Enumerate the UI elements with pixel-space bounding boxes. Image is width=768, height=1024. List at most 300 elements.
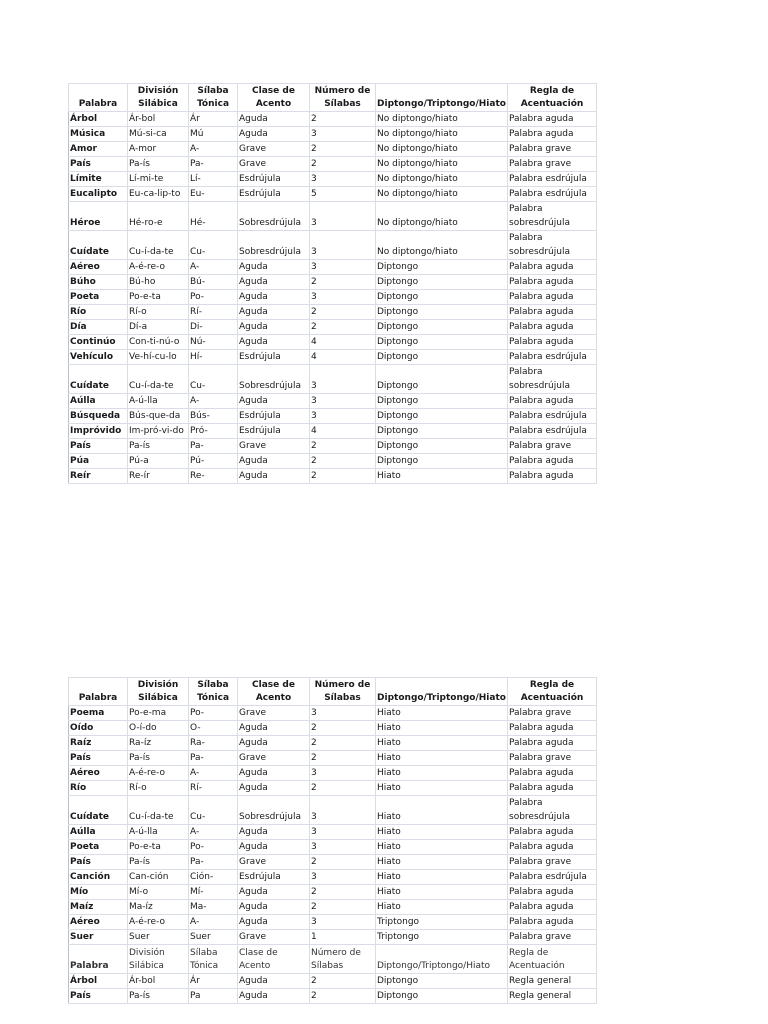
cell-palabra: Límite	[69, 172, 128, 187]
cell-palabra: Aéreo	[69, 915, 128, 930]
table-row	[69, 825, 597, 840]
cell-clase-de-acento: Aguda	[238, 840, 310, 855]
table-row	[69, 736, 597, 751]
cell-numero-de-silabas: 3	[310, 290, 376, 305]
table-row	[69, 112, 597, 127]
subheader-numero-de-silabas: Número de Sílabas	[310, 945, 376, 974]
cell-palabra: Púa	[69, 454, 128, 469]
cell-division-silabica: Po-e-ma	[128, 706, 189, 721]
cell-palabra: Eucalipto	[69, 187, 128, 202]
cell-palabra: Cuídate	[69, 796, 128, 825]
cell-clase-de-acento: Aguda	[238, 469, 310, 484]
cell-regla-de-acentuacion: Palabra aguda	[508, 736, 597, 751]
cell-diptongo-triptongo-hiato: Diptongo	[376, 305, 508, 320]
cell-silaba-tonica: A-	[189, 915, 238, 930]
cell-clase-de-acento: Esdrújula	[238, 424, 310, 439]
cell-division-silabica: Pa-ís	[128, 157, 189, 172]
subheader-regla-de-acentuacion: Regla de Acentuación	[508, 945, 597, 974]
table-row	[69, 915, 597, 930]
cell-diptongo-triptongo-hiato: Diptongo	[376, 335, 508, 350]
cell-palabra: Poeta	[69, 840, 128, 855]
cell-palabra: País	[69, 855, 128, 870]
cell-clase-de-acento: Aguda	[238, 825, 310, 840]
cell-palabra: Impróvido	[69, 424, 128, 439]
cell-division-silabica: Bú-ho	[128, 275, 189, 290]
cell-numero-de-silabas: 3	[310, 706, 376, 721]
cell-regla-de-acentuacion: Palabra esdrújula	[508, 424, 597, 439]
header-regla-de-acentuacion: Regla de Acentuación	[508, 84, 597, 112]
cell-clase-de-acento: Sobresdrújula	[238, 796, 310, 825]
cell-division-silabica: Ve-hí-cu-lo	[128, 350, 189, 365]
cell-numero-de-silabas: 2	[310, 751, 376, 766]
cell-clase-de-acento: Aguda	[238, 305, 310, 320]
subheader-palabra: Palabra	[69, 945, 128, 974]
cell-diptongo-triptongo-hiato: No diptongo/hiato	[376, 187, 508, 202]
cell-clase-de-acento: Aguda	[238, 394, 310, 409]
cell-clase-de-acento: Aguda	[238, 335, 310, 350]
header-diptongo-triptongo-hiato: Diptongo/Triptongo/Hiato	[376, 678, 508, 706]
table-row	[69, 424, 597, 439]
cell-clase-de-acento: Esdrújula	[238, 187, 310, 202]
table-row	[69, 365, 597, 394]
cell-diptongo-triptongo-hiato: Diptongo	[376, 365, 508, 394]
cell-diptongo-triptongo-hiato: Hiato	[376, 706, 508, 721]
cell-division-silabica: A-é-re-o	[128, 766, 189, 781]
cell-palabra: País	[69, 989, 128, 1004]
cell-numero-de-silabas: 3	[310, 394, 376, 409]
cell-numero-de-silabas: 5	[310, 187, 376, 202]
table-row	[69, 439, 597, 454]
cell-diptongo-triptongo-hiato: Diptongo	[376, 290, 508, 305]
cell-diptongo-triptongo-hiato: Diptongo	[376, 350, 508, 365]
table-row	[69, 706, 597, 721]
cell-regla-de-acentuacion: Palabra aguda	[508, 305, 597, 320]
cell-regla-de-acentuacion: Palabra aguda	[508, 469, 597, 484]
cell-regla-de-acentuacion: Palabra aguda	[508, 781, 597, 796]
table-row	[69, 766, 597, 781]
cell-clase-de-acento: Aguda	[238, 721, 310, 736]
cell-regla-de-acentuacion: Palabra sobresdrújula	[508, 365, 597, 394]
cell-regla-de-acentuacion: Palabra sobresdrújula	[508, 796, 597, 825]
cell-clase-de-acento: Aguda	[238, 275, 310, 290]
cell-diptongo-triptongo-hiato: Hiato	[376, 885, 508, 900]
header-numero-de-silabas: Número de Sílabas	[310, 678, 376, 706]
table-row	[69, 721, 597, 736]
cell-division-silabica: Rí-o	[128, 305, 189, 320]
cell-division-silabica: O-í-do	[128, 721, 189, 736]
table-row	[69, 260, 597, 275]
cell-silaba-tonica: Cu-	[189, 231, 238, 260]
cell-division-silabica: Cu-í-da-te	[128, 231, 189, 260]
cell-regla-de-acentuacion: Palabra grave	[508, 439, 597, 454]
header-clase-de-acento: Clase de Acento	[238, 678, 310, 706]
table-row	[69, 127, 597, 142]
cell-clase-de-acento: Esdrújula	[238, 350, 310, 365]
cell-regla-de-acentuacion: Palabra grave	[508, 930, 597, 945]
cell-numero-de-silabas: 2	[310, 275, 376, 290]
cell-regla-de-acentuacion: Palabra esdrújula	[508, 187, 597, 202]
cell-silaba-tonica: Mú	[189, 127, 238, 142]
cell-division-silabica: A-é-re-o	[128, 260, 189, 275]
cell-division-silabica: Cu-í-da-te	[128, 796, 189, 825]
cell-regla-de-acentuacion: Palabra aguda	[508, 320, 597, 335]
cell-numero-de-silabas: 4	[310, 350, 376, 365]
table-row	[69, 142, 597, 157]
cell-diptongo-triptongo-hiato: No diptongo/hiato	[376, 157, 508, 172]
cell-silaba-tonica: Ma-	[189, 900, 238, 915]
cell-division-silabica: Rí-o	[128, 781, 189, 796]
cell-palabra: Río	[69, 305, 128, 320]
cell-silaba-tonica: Pa	[189, 989, 238, 1004]
cell-regla-de-acentuacion: Regla general	[508, 989, 597, 1004]
cell-silaba-tonica: Di-	[189, 320, 238, 335]
cell-diptongo-triptongo-hiato: Hiato	[376, 766, 508, 781]
cell-silaba-tonica: A-	[189, 394, 238, 409]
cell-clase-de-acento: Aguda	[238, 885, 310, 900]
cell-numero-de-silabas: 4	[310, 424, 376, 439]
cell-silaba-tonica: A-	[189, 260, 238, 275]
header-regla-de-acentuacion: Regla de Acentuación	[508, 678, 597, 706]
header-division-silabica: División Silábica	[128, 678, 189, 706]
cell-palabra: Día	[69, 320, 128, 335]
cell-clase-de-acento: Aguda	[238, 127, 310, 142]
cell-palabra: Vehículo	[69, 350, 128, 365]
cell-numero-de-silabas: 3	[310, 409, 376, 424]
cell-palabra: Continúo	[69, 335, 128, 350]
table-row	[69, 781, 597, 796]
cell-silaba-tonica: Lí-	[189, 172, 238, 187]
cell-clase-de-acento: Grave	[238, 157, 310, 172]
cell-diptongo-triptongo-hiato: No diptongo/hiato	[376, 112, 508, 127]
cell-numero-de-silabas: 1	[310, 930, 376, 945]
cell-division-silabica: A-mor	[128, 142, 189, 157]
cell-numero-de-silabas: 2	[310, 112, 376, 127]
cell-silaba-tonica: Po-	[189, 706, 238, 721]
cell-numero-de-silabas: 3	[310, 825, 376, 840]
table-row	[69, 796, 597, 825]
cell-numero-de-silabas: 3	[310, 260, 376, 275]
cell-numero-de-silabas: 2	[310, 157, 376, 172]
cell-diptongo-triptongo-hiato: Diptongo	[376, 394, 508, 409]
subheader-diptongo-triptongo-hiato: Diptongo/Triptongo/Hiato	[376, 945, 508, 974]
cell-division-silabica: Bús-que-da	[128, 409, 189, 424]
cell-numero-de-silabas: 3	[310, 365, 376, 394]
table-row	[69, 751, 597, 766]
cell-clase-de-acento: Aguda	[238, 974, 310, 989]
cell-silaba-tonica: Po-	[189, 290, 238, 305]
cell-clase-de-acento: Aguda	[238, 454, 310, 469]
cell-silaba-tonica: Po-	[189, 840, 238, 855]
table-row	[69, 290, 597, 305]
cell-palabra: Cuídate	[69, 365, 128, 394]
cell-diptongo-triptongo-hiato: No diptongo/hiato	[376, 127, 508, 142]
table-body	[69, 112, 597, 484]
cell-diptongo-triptongo-hiato: Diptongo	[376, 320, 508, 335]
cell-silaba-tonica: Bú-	[189, 275, 238, 290]
cell-regla-de-acentuacion: Palabra aguda	[508, 840, 597, 855]
table-row	[69, 974, 597, 989]
cell-numero-de-silabas: 2	[310, 454, 376, 469]
table-row	[69, 335, 597, 350]
cell-diptongo-triptongo-hiato: Diptongo	[376, 454, 508, 469]
cell-division-silabica: Cu-í-da-te	[128, 365, 189, 394]
cell-palabra: Búsqueda	[69, 409, 128, 424]
cell-clase-de-acento: Aguda	[238, 320, 310, 335]
cell-regla-de-acentuacion: Palabra aguda	[508, 112, 597, 127]
cell-regla-de-acentuacion: Palabra aguda	[508, 335, 597, 350]
cell-regla-de-acentuacion: Palabra esdrújula	[508, 350, 597, 365]
subheader-clase-de-acento: Clase de Acento	[238, 945, 310, 974]
cell-division-silabica: Mí-o	[128, 885, 189, 900]
cell-division-silabica: Ra-íz	[128, 736, 189, 751]
header-diptongo-triptongo-hiato: Diptongo/Triptongo/Hiato	[376, 84, 508, 112]
cell-division-silabica: Ár-bol	[128, 112, 189, 127]
cell-division-silabica: Suer	[128, 930, 189, 945]
cell-clase-de-acento: Aguda	[238, 766, 310, 781]
cell-numero-de-silabas: 2	[310, 855, 376, 870]
cell-division-silabica: Pa-ís	[128, 989, 189, 1004]
cell-clase-de-acento: Aguda	[238, 290, 310, 305]
cell-division-silabica: Pa-ís	[128, 855, 189, 870]
cell-diptongo-triptongo-hiato: Hiato	[376, 825, 508, 840]
cell-palabra: Reír	[69, 469, 128, 484]
cell-division-silabica: Hé-ro-e	[128, 202, 189, 231]
cell-palabra: Canción	[69, 870, 128, 885]
table-row	[69, 231, 597, 260]
cell-diptongo-triptongo-hiato: Hiato	[376, 736, 508, 751]
cell-clase-de-acento: Grave	[238, 930, 310, 945]
cell-palabra: Aúlla	[69, 825, 128, 840]
cell-silaba-tonica: Nú-	[189, 335, 238, 350]
cell-clase-de-acento: Grave	[238, 751, 310, 766]
cell-regla-de-acentuacion: Palabra grave	[508, 706, 597, 721]
cell-division-silabica: Im-pró-vi-do	[128, 424, 189, 439]
cell-clase-de-acento: Aguda	[238, 989, 310, 1004]
cell-numero-de-silabas: 2	[310, 900, 376, 915]
cell-numero-de-silabas: 3	[310, 127, 376, 142]
cell-clase-de-acento: Aguda	[238, 915, 310, 930]
cell-silaba-tonica: Pró-	[189, 424, 238, 439]
cell-palabra: Héroe	[69, 202, 128, 231]
cell-numero-de-silabas: 4	[310, 335, 376, 350]
cell-silaba-tonica: Cu-	[189, 365, 238, 394]
cell-numero-de-silabas: 3	[310, 840, 376, 855]
cell-division-silabica: A-ú-lla	[128, 825, 189, 840]
cell-regla-de-acentuacion: Palabra grave	[508, 751, 597, 766]
cell-clase-de-acento: Grave	[238, 439, 310, 454]
cell-division-silabica: Can-ción	[128, 870, 189, 885]
table-row	[69, 275, 597, 290]
cell-diptongo-triptongo-hiato: Hiato	[376, 781, 508, 796]
cell-silaba-tonica: Bús-	[189, 409, 238, 424]
table-row	[69, 320, 597, 335]
subheader-silaba-tonica: Sílaba Tónica	[189, 945, 238, 974]
cell-regla-de-acentuacion: Palabra esdrújula	[508, 409, 597, 424]
cell-palabra: Aéreo	[69, 766, 128, 781]
cell-regla-de-acentuacion: Palabra sobresdrújula	[508, 231, 597, 260]
accentuation-table-2	[68, 677, 597, 1004]
cell-clase-de-acento: Esdrújula	[238, 409, 310, 424]
table-row	[69, 157, 597, 172]
cell-silaba-tonica: O-	[189, 721, 238, 736]
cell-silaba-tonica: A-	[189, 825, 238, 840]
cell-regla-de-acentuacion: Palabra esdrújula	[508, 870, 597, 885]
cell-regla-de-acentuacion: Palabra aguda	[508, 766, 597, 781]
cell-regla-de-acentuacion: Palabra aguda	[508, 900, 597, 915]
table-row	[69, 187, 597, 202]
cell-division-silabica: Dí-a	[128, 320, 189, 335]
cell-division-silabica: Po-e-ta	[128, 840, 189, 855]
cell-silaba-tonica: Ár	[189, 112, 238, 127]
header-palabra: Palabra	[69, 84, 128, 112]
cell-palabra: País	[69, 751, 128, 766]
table-row	[69, 172, 597, 187]
cell-diptongo-triptongo-hiato: Diptongo	[376, 974, 508, 989]
cell-diptongo-triptongo-hiato: Diptongo	[376, 409, 508, 424]
cell-division-silabica: Ma-íz	[128, 900, 189, 915]
cell-palabra: Suer	[69, 930, 128, 945]
table-row	[69, 840, 597, 855]
accentuation-table-1	[68, 83, 597, 484]
table-header-row	[69, 84, 597, 112]
table-row	[69, 202, 597, 231]
cell-palabra: País	[69, 157, 128, 172]
cell-palabra: Búho	[69, 275, 128, 290]
cell-regla-de-acentuacion: Palabra aguda	[508, 394, 597, 409]
table-row	[69, 930, 597, 945]
header-silaba-tonica: Sílaba Tónica	[189, 678, 238, 706]
cell-diptongo-triptongo-hiato: Hiato	[376, 840, 508, 855]
table-row	[69, 885, 597, 900]
cell-palabra: Río	[69, 781, 128, 796]
cell-division-silabica: Con-ti-nú-o	[128, 335, 189, 350]
cell-numero-de-silabas: 2	[310, 142, 376, 157]
cell-clase-de-acento: Aguda	[238, 260, 310, 275]
cell-numero-de-silabas: 3	[310, 231, 376, 260]
cell-regla-de-acentuacion: Palabra aguda	[508, 721, 597, 736]
table-row	[69, 409, 597, 424]
cell-palabra: Música	[69, 127, 128, 142]
cell-diptongo-triptongo-hiato: Hiato	[376, 900, 508, 915]
cell-diptongo-triptongo-hiato: Hiato	[376, 870, 508, 885]
cell-numero-de-silabas: 3	[310, 796, 376, 825]
cell-palabra: Oído	[69, 721, 128, 736]
cell-silaba-tonica: Ción-	[189, 870, 238, 885]
table-row	[69, 989, 597, 1004]
cell-division-silabica: Po-e-ta	[128, 290, 189, 305]
cell-division-silabica: Mú-si-ca	[128, 127, 189, 142]
cell-numero-de-silabas: 2	[310, 305, 376, 320]
table-row	[69, 855, 597, 870]
subheader-division-silabica: División Silábica	[128, 945, 189, 974]
cell-diptongo-triptongo-hiato: No diptongo/hiato	[376, 172, 508, 187]
cell-numero-de-silabas: 2	[310, 885, 376, 900]
cell-silaba-tonica: Ra-	[189, 736, 238, 751]
table-row	[69, 870, 597, 885]
cell-palabra: Poema	[69, 706, 128, 721]
cell-diptongo-triptongo-hiato: Hiato	[376, 751, 508, 766]
cell-numero-de-silabas: 2	[310, 989, 376, 1004]
cell-palabra: Mío	[69, 885, 128, 900]
cell-numero-de-silabas: 2	[310, 320, 376, 335]
cell-regla-de-acentuacion: Palabra aguda	[508, 915, 597, 930]
header-numero-de-silabas: Número de Sílabas	[310, 84, 376, 112]
cell-palabra: Poeta	[69, 290, 128, 305]
cell-clase-de-acento: Sobresdrújula	[238, 365, 310, 394]
table-row	[69, 394, 597, 409]
cell-regla-de-acentuacion: Palabra aguda	[508, 825, 597, 840]
cell-silaba-tonica: Pa-	[189, 855, 238, 870]
cell-diptongo-triptongo-hiato: Hiato	[376, 855, 508, 870]
cell-division-silabica: Re-ír	[128, 469, 189, 484]
cell-numero-de-silabas: 2	[310, 721, 376, 736]
cell-clase-de-acento: Grave	[238, 142, 310, 157]
cell-clase-de-acento: Esdrújula	[238, 870, 310, 885]
cell-numero-de-silabas: 3	[310, 202, 376, 231]
cell-diptongo-triptongo-hiato: No diptongo/hiato	[376, 142, 508, 157]
cell-regla-de-acentuacion: Palabra sobresdrújula	[508, 202, 597, 231]
cell-silaba-tonica: Pa-	[189, 439, 238, 454]
cell-silaba-tonica: Hí-	[189, 350, 238, 365]
header-silaba-tonica: Sílaba Tónica	[189, 84, 238, 112]
cell-numero-de-silabas: 2	[310, 469, 376, 484]
cell-silaba-tonica: Cu-	[189, 796, 238, 825]
cell-regla-de-acentuacion: Palabra aguda	[508, 290, 597, 305]
header-clase-de-acento: Clase de Acento	[238, 84, 310, 112]
cell-regla-de-acentuacion: Palabra grave	[508, 855, 597, 870]
cell-clase-de-acento: Aguda	[238, 112, 310, 127]
cell-silaba-tonica: Re-	[189, 469, 238, 484]
table-row	[69, 469, 597, 484]
cell-numero-de-silabas: 3	[310, 172, 376, 187]
cell-silaba-tonica: Ár	[189, 974, 238, 989]
cell-silaba-tonica: Pa-	[189, 751, 238, 766]
cell-diptongo-triptongo-hiato: Hiato	[376, 469, 508, 484]
cell-numero-de-silabas: 3	[310, 915, 376, 930]
cell-division-silabica: Lí-mi-te	[128, 172, 189, 187]
cell-palabra: Árbol	[69, 112, 128, 127]
cell-diptongo-triptongo-hiato: Diptongo	[376, 275, 508, 290]
cell-silaba-tonica: A-	[189, 766, 238, 781]
cell-silaba-tonica: Rí-	[189, 305, 238, 320]
cell-division-silabica: Ár-bol	[128, 974, 189, 989]
cell-division-silabica: Pa-ís	[128, 751, 189, 766]
cell-regla-de-acentuacion: Palabra aguda	[508, 885, 597, 900]
cell-palabra: Raíz	[69, 736, 128, 751]
cell-regla-de-acentuacion: Palabra grave	[508, 142, 597, 157]
cell-diptongo-triptongo-hiato: No diptongo/hiato	[376, 231, 508, 260]
cell-diptongo-triptongo-hiato: Hiato	[376, 721, 508, 736]
cell-silaba-tonica: Eu-	[189, 187, 238, 202]
table-row	[69, 350, 597, 365]
cell-clase-de-acento: Esdrújula	[238, 172, 310, 187]
cell-division-silabica: Pú-a	[128, 454, 189, 469]
table-row	[69, 305, 597, 320]
cell-clase-de-acento: Grave	[238, 706, 310, 721]
cell-regla-de-acentuacion: Palabra aguda	[508, 260, 597, 275]
cell-silaba-tonica: Pú-	[189, 454, 238, 469]
cell-diptongo-triptongo-hiato: Triptongo	[376, 915, 508, 930]
cell-palabra: Árbol	[69, 974, 128, 989]
cell-division-silabica: A-é-re-o	[128, 915, 189, 930]
cell-diptongo-triptongo-hiato: No diptongo/hiato	[376, 202, 508, 231]
cell-diptongo-triptongo-hiato: Diptongo	[376, 439, 508, 454]
cell-clase-de-acento: Sobresdrújula	[238, 202, 310, 231]
table-body	[69, 706, 597, 1004]
cell-silaba-tonica: Rí-	[189, 781, 238, 796]
cell-clase-de-acento: Aguda	[238, 900, 310, 915]
cell-division-silabica: Pa-ís	[128, 439, 189, 454]
